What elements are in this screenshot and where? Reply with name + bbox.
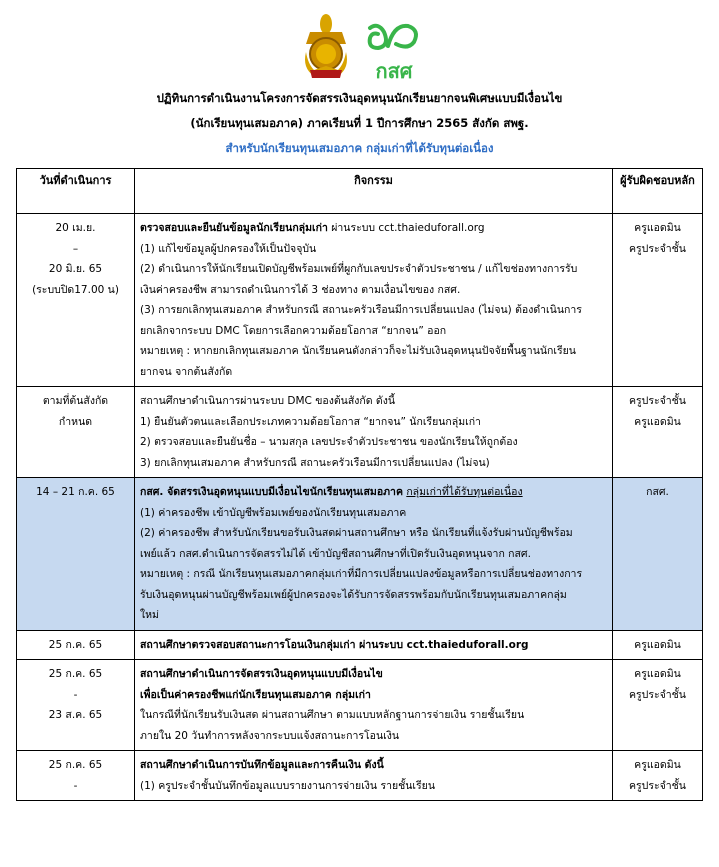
activity-note: ใหม่ bbox=[140, 609, 159, 621]
activity-note: หมายเหตุ : หากยกเลิกทุนเสมอภาค นักเรียนคนดังกล่าวก็จะไม่รับเงินอุดหนุนปัจจัยพื้นฐานนักเรียน bbox=[140, 345, 576, 357]
activity-title: สถานศึกษาตรวจสอบสถานะการโอนเงินกลุ่มเก่า ผ่านระบบ cct.thaieduforall.org bbox=[140, 638, 529, 651]
header-responsible: ผู้รับผิดชอบหลัก bbox=[613, 169, 703, 214]
activity-line: (2) ค่าครองชีพ สำหรับนักเรียนขอรับเงินสดผ่านสถานศึกษา หรือ นักเรียนที่แจ้งรับผ่านบัญชีพร้อม bbox=[140, 527, 573, 539]
page-subtitle: สำหรับนักเรียนทุนเสมอภาค กลุ่มเก่าที่ได้รับทุนต่อเนื่อง bbox=[225, 141, 494, 155]
responsible-line: ครูแอดมิน bbox=[634, 415, 681, 428]
date-line: กำหนด bbox=[58, 415, 93, 428]
obec-crest-icon bbox=[300, 12, 352, 82]
activity-title-underline: กลุ่มเก่าที่ได้รับทุนต่อเนื่อง bbox=[406, 486, 523, 498]
activity-line: 2) ตรวจสอบและยืนยันชื่อ – นามสกุล เลขประจำตัวประชาชน ของนักเรียนให้ถูกต้อง bbox=[140, 436, 518, 448]
logo-area bbox=[0, 12, 719, 84]
table-row bbox=[17, 387, 703, 478]
activity-title: สถานศึกษาดำเนินการผ่านระบบ DMC ของต้นสังกัด ดังนี้ bbox=[140, 395, 395, 407]
date-cell bbox=[17, 630, 135, 660]
schedule-table bbox=[16, 168, 703, 801]
date-cell bbox=[17, 660, 135, 751]
activity-line: ภายใน 20 วันทำการหลังจากระบบแจ้งสถานะการโอนเงิน bbox=[140, 729, 400, 742]
activity-note: รับเงินอุดหนุนผ่านบัญชีพร้อมเพย์ผู้ปกครองจะได้รับการจัดสรรพร้อมกับนักเรียนทุนเสมอภาคกลุ่ม bbox=[140, 588, 567, 601]
title-block bbox=[0, 86, 719, 161]
responsible-line: ครูแอดมิน bbox=[634, 222, 681, 234]
date-line: 25 ก.ค. 65 bbox=[48, 668, 103, 680]
responsible-cell bbox=[613, 387, 703, 478]
activity-line: เพย์แล้ว กสศ.ดำเนินการจัดสรรไม่ได้ เข้าบัญชีสถานศึกษาที่เปิดรับเงินอุดหนุนจาก กสศ. bbox=[140, 547, 531, 560]
activity-line: 3) ยกเลิกทุนเสมอภาค สำหรับกรณี สถานะครัวเรือนมีการเปลี่ยนแปลง (ไม่จน) bbox=[140, 456, 490, 469]
date-line: ตามที่ต้นสังกัด bbox=[42, 395, 109, 407]
activity-line: ในกรณีที่นักเรียนรับเงินสด ผ่านสถานศึกษา ตามแบบหลักฐานการจ่ายเงิน รายชั้นเรียน bbox=[140, 709, 525, 721]
responsible-line: ครูแอดมิน bbox=[634, 668, 681, 680]
table-row-highlighted bbox=[17, 478, 703, 631]
header-date: วันที่ดำเนินการ bbox=[17, 169, 135, 214]
activity-note: หมายเหตุ : กรณี นักเรียนทุนเสมอภาคกลุ่มเก่าที่มีการเปลี่ยนแปลงข้อมูลหรือการเปลี่ยนช่องทางการ bbox=[140, 568, 583, 580]
table-row bbox=[17, 751, 703, 801]
date-line: 25 ก.ค. 65 bbox=[48, 759, 103, 771]
activity-line: เงินค่าครองชีพ สามารถดำเนินการได้ 3 ช่องทาง ตามเงื่อนไขของ กสศ. bbox=[140, 283, 461, 296]
activity-title-2: เพื่อเป็นค่าครองชีพแก่นักเรียนทุนเสมอภาค กลุ่มเก่า bbox=[140, 688, 371, 701]
activity-title-rest: ผ่านระบบ cct.thaieduforall.org bbox=[327, 222, 485, 234]
activity-line: (3) การยกเลิกทุนเสมอภาค สำหรับกรณี สถานะครัวเรือนมีการเปลี่ยนแปลง (ไม่จน) ต้องดำเนินการ bbox=[140, 304, 582, 316]
activity-cell bbox=[135, 660, 613, 751]
date-line: - bbox=[73, 779, 78, 792]
activity-cell bbox=[135, 387, 613, 478]
date-line: 20 มิ.ย. 65 bbox=[48, 263, 103, 275]
page-title-line2: (นักเรียนทุนเสมอภาค) ภาคเรียนที่ 1 ปีการศึกษา 2565 สังกัด สพฐ. bbox=[190, 116, 529, 130]
activity-note: ยากจน จากต้นสังกัด bbox=[140, 365, 233, 378]
responsible-line: ครูแอดมิน bbox=[634, 759, 681, 771]
responsible-cell bbox=[613, 630, 703, 660]
activity-title-bold: ตรวจสอบและยืนยันข้อมูลนักเรียนกลุ่มเก่า bbox=[140, 222, 328, 234]
table-row bbox=[17, 660, 703, 751]
activity-line: (1) ค่าครองชีพ เข้าบัญชีพร้อมเพย์ของนักเรียนทุนเสมอภาค bbox=[140, 506, 407, 519]
activity-line: 1) ยืนยันตัวตนและเลือกประเภทความด้อยโอกาส “ยากจน” นักเรียนกลุ่มเก่า bbox=[140, 415, 481, 428]
eef-logo-icon bbox=[364, 20, 424, 84]
table-header-row bbox=[17, 169, 703, 214]
responsible-cell bbox=[613, 214, 703, 387]
activity-cell bbox=[135, 751, 613, 801]
activity-title bbox=[140, 482, 607, 503]
logo-text: กสศ bbox=[375, 59, 413, 83]
activity-line: (1) แก้ไขข้อมูลผู้ปกครองให้เป็นปัจจุบัน bbox=[140, 242, 317, 255]
date-line: 25 ก.ค. 65 bbox=[48, 638, 103, 651]
table-row bbox=[17, 214, 703, 387]
activity-line: (2) ดำเนินการให้นักเรียนเปิดบัญชีพร้อมเพย์ที่ผูกกับเลขประจำตัวประชาชน / แก้ไขช่องทางการรับ bbox=[140, 263, 578, 275]
activity-cell bbox=[135, 630, 613, 660]
responsible-cell bbox=[613, 660, 703, 751]
date-cell bbox=[17, 751, 135, 801]
table-row bbox=[17, 630, 703, 660]
responsible-cell bbox=[613, 478, 703, 631]
date-cell bbox=[17, 478, 135, 631]
activity-cell bbox=[135, 478, 613, 631]
date-line: (ระบบปิด17.00 น) bbox=[32, 283, 119, 296]
date-line: 14 – 21 ก.ค. 65 bbox=[36, 486, 115, 498]
responsible-line: ครูแอดมิน bbox=[634, 638, 681, 651]
responsible-line: ครูประจำชั้น bbox=[629, 779, 686, 792]
date-cell bbox=[17, 387, 135, 478]
page-title-line1: ปฏิทินการดำเนินงานโครงการจัดสรรเงินอุดหนุนนักเรียนยากจนพิเศษแบบมีเงื่อนไข bbox=[156, 91, 563, 105]
responsible-cell bbox=[613, 751, 703, 801]
responsible-line: ครูประจำชั้น bbox=[629, 242, 686, 255]
date-line: – bbox=[72, 242, 79, 255]
date-line: - bbox=[73, 688, 78, 701]
date-cell bbox=[17, 214, 135, 387]
activity-line: ยกเลิกจากระบบ DMC โดยการเลือกความด้อยโอกาส “ยากจน” ออก bbox=[140, 324, 447, 337]
header-activity: กิจกรรม bbox=[135, 169, 613, 214]
date-line: 23 ส.ค. 65 bbox=[48, 709, 103, 721]
activity-title bbox=[140, 218, 607, 239]
responsible-line: กสศ. bbox=[646, 486, 669, 498]
activity-title-bold: กสศ. จัดสรรเงินอุดหนุนแบบมีเงื่อนไขนักเรียนทุนเสมอภาค bbox=[140, 486, 403, 498]
activity-cell bbox=[135, 214, 613, 387]
activity-line: (1) ครูประจำชั้นบันทึกข้อมูลแบบรายงานการจ่ายเงิน รายชั้นเรียน bbox=[140, 779, 435, 792]
activity-title: สถานศึกษาดำเนินการบันทึกข้อมูลและการคืนเงิน ดังนี้ bbox=[140, 759, 384, 771]
responsible-line: ครูประจำชั้น bbox=[629, 688, 686, 701]
responsible-line: ครูประจำชั้น bbox=[629, 395, 686, 407]
date-line: 20 เม.ย. bbox=[55, 222, 96, 234]
activity-title: สถานศึกษาดำเนินการจัดสรรเงินอุดหนุนแบบมีเงื่อนไข bbox=[140, 668, 383, 680]
